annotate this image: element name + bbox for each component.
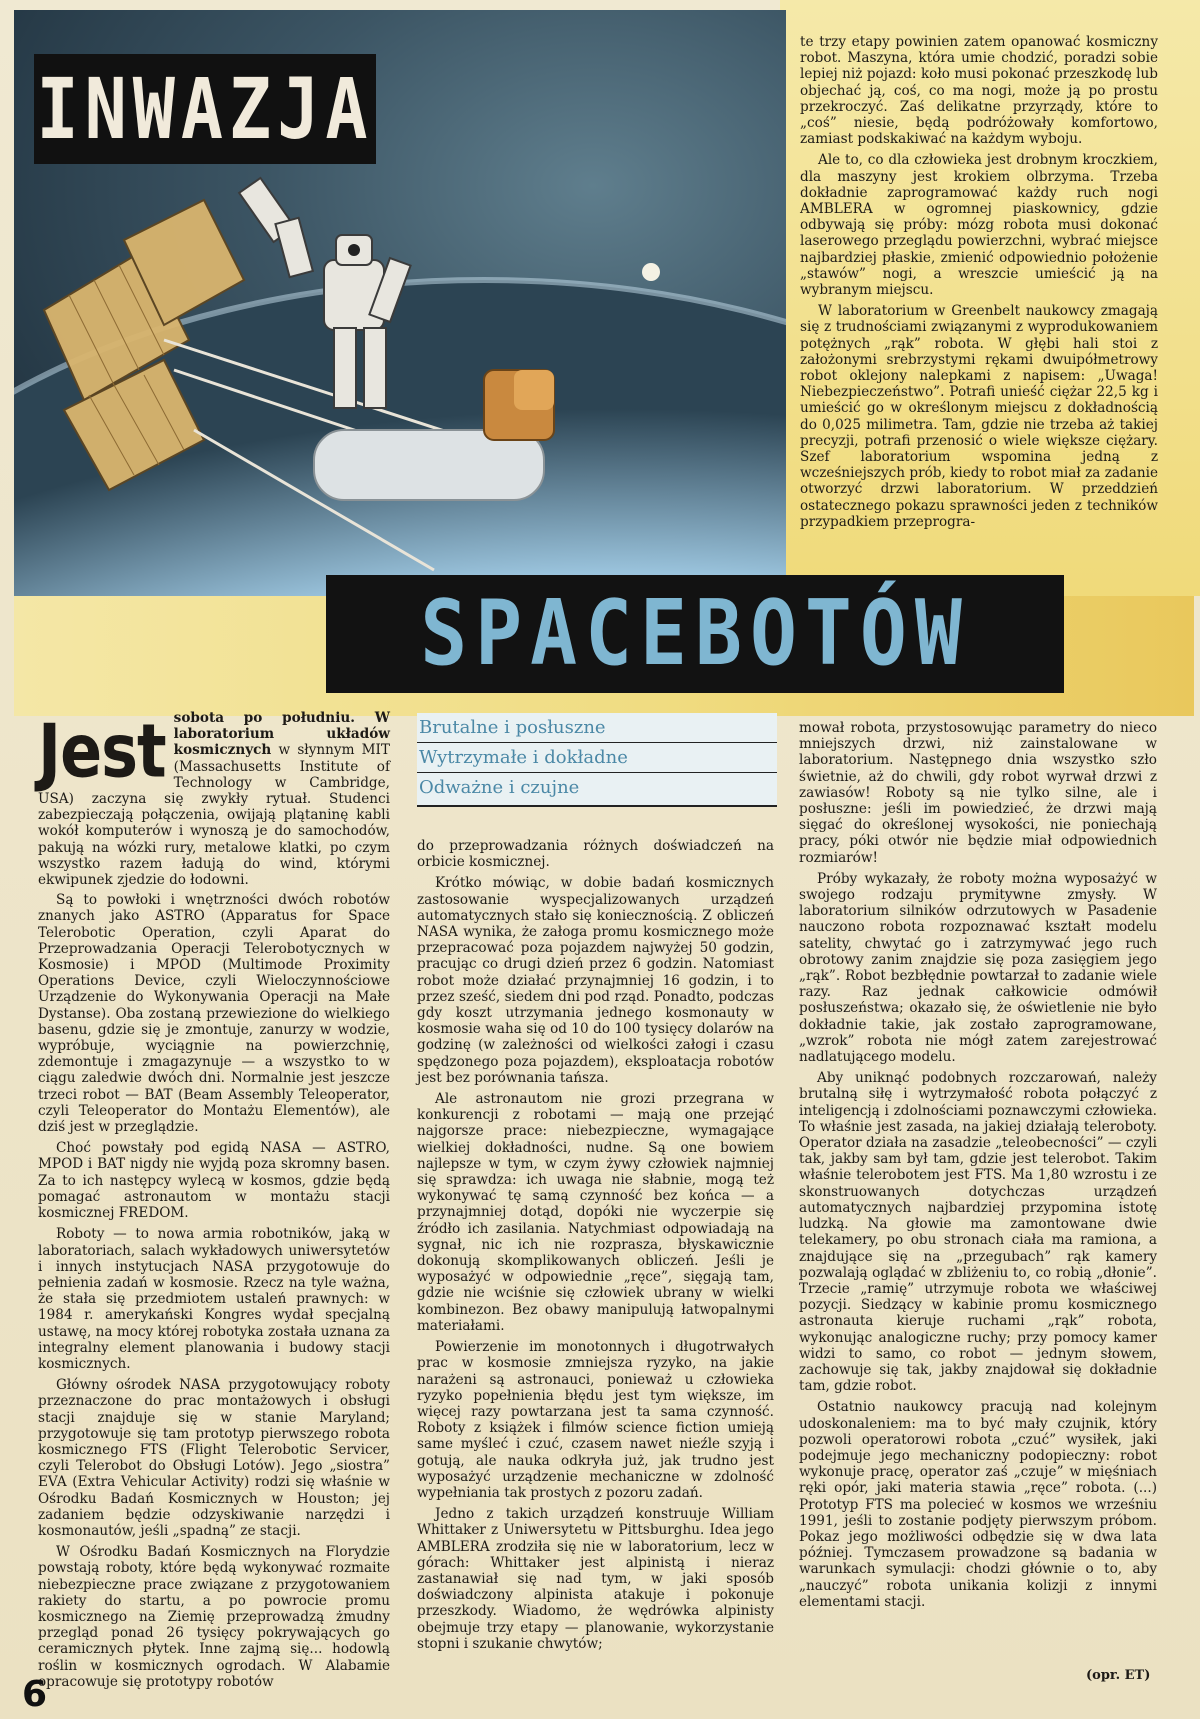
paragraph: Ale to, co dla człowieka jest drobnym kroczkiem, dla maszyny jest krokiem olbrzyma. Trzeba dokładnie zaprogramować każdy ruch nogi AMBLERA w ogromnej piaskownicy, gdzie odbywają się próby: mózg robota musi dokonać laserowego przeglądu powierzchni, wybrać miejsce najbardziej płaskie, zmienić odpowiednio położenie „stawów” nogi, a wreszcie umieścić ją na wybranym miejscu. <box>800 152 1158 299</box>
paragraph: Choć powstały pod egidą NASA — ASTRO, MPOD i BAT nigdy nie wyjdą poza skromny basen. Za to ich następcy wylecą w kosmos, gdzie będą pomagać astronautom w montażu stacji kosmicznej FREDOM. <box>38 1140 390 1222</box>
subheadings-box <box>417 713 777 807</box>
lead-bold-text: sobota po południu. W laboratorium układów kosmicznych <box>173 710 390 759</box>
subheading: Wytrzymałe i dokładne <box>417 743 777 773</box>
paragraph: te trzy etapy powinien zatem opanować kosmiczny robot. Maszyna, która umie chodzić, poradzi sobie lepiej niż pojazd: koło musi pokonać przeszkodę lub objechać ją, coś, co ma nogi, może ją po prostu przekroczyć. Zaś delikatne przyrządy, które to „coś” niesie, będą podróżowały komfortowo, zamiast podskakiwać na każdym wyboju. <box>800 34 1158 148</box>
top-right-column <box>800 34 1158 535</box>
paragraph: Główny ośrodek NASA przygotowujący roboty przeznaczone do prac montażowych i obsługi stacji znajduje się w stanie Maryland; przygotowuje się tam prototyp pierwszego robota kosmicznego FTS (Flight Telerobotic Servicer, czyli Telerobot do Obsługi Lotów). Jego „siostra” EVA (Extra Vehicular Activity) rodzi się właśnie w Ośrodku Badań Kosmicznych w Houston; jej zadaniem będzie odzyskiwanie narzędzi i kosmonautów, jeśli „spadną” ze stacji. <box>38 1377 390 1539</box>
paragraph: do przeprowadzania różnych doświadczeń na orbicie kosmicznej. <box>417 838 774 871</box>
subheading: Brutalne i posłuszne <box>417 713 777 743</box>
paragraph: Próby wykazały, że roboty można wyposażyć w swojego rodzaju prymitywne zmysły. W laboratorium silników odrzutowych w Pasadenie nauczono robota rozpoznawać kształt modelu satelity, chwytać go i zatrzymywać jego ruch obrotowy zanim znajdzie się poza zasięgiem jego „rąk”. Robot bezbłędnie powtarzał to zadanie wiele razy. Raz jednak całkowicie odmówił posłuszeństwa; okazało się, że oświetlenie nie było dokładnie takie, jak zostało zaprogramowane, „wzrok” robota nie mógł zatem zarejestrować nadlatującego modelu. <box>799 870 1157 1066</box>
column-2 <box>417 838 774 1657</box>
title-top-box <box>34 54 376 164</box>
paragraph: Roboty — to nowa armia robotników, jaką w laboratoriach, salach wykładowych uniwersytetów i innych instytucjach NASA przygotowuje do pełnienia zadań w kosmosie. Rzecz na tyle ważna, że stała się przedmiotem ustaleń prawnych: w 1984 r. amerykański Kongres wydał specjalną ustawę, na mocy której robotyka została uznana za integralny element planowania i budowy stacji kosmicznych. <box>38 1226 390 1372</box>
paragraph: Aby uniknąć podobnych rozczarowań, należy brutalną siłę i wytrzymałość robota połączyć z inteligencją i zdolnościami poznawczymi człowieka. To właśnie jest zasada, na jakiej działają teleroboty. Operator działa na zasadzie „teleobecności” — czyli tak, jakby sam był tam, gdzie jest telerobot. Takim właśnie telerobotem jest FTS. Ma 1,80 wzrostu i ze skonstruowanych dotychczas urządzeń automatycznych najbardziej przypomina istotę ludzką. Na głowie ma zamontowane dwie telekamery, po obu stronach ciała ma ramiona, a znajdujące się na „przegubach” rąk kamery pozwalają oglądać w zbliżeniu to, co robią „dłonie”. Trzecie „ramię” utrzymuje robota we właściwej pozycji. Siedzący w kabinie promu kosmicznego astronauta kieruje ruchami „rąk” robota, wykonując analogiczne ruchy; przy pomocy kamer widzi to samo, co robot — jednym słowem, zachowuje się tak, jakby znajdował się dokładnie tam, gdzie robot. <box>799 1070 1157 1395</box>
lead-text: w słynnym MIT (Massachusetts Institute of Technology w Cambridge, USA) zaczyna się zwykły rytuał. Studenci zabezpieczają połączenia, owijają plątaninę kabli wokół komputerów i wynoszą je do samochodów, pakują na wózki rury, metalowe klatki, po czym wszystko razem ładują do wind, którymi ekwipunek zjedzie do łodowni. <box>38 742 390 889</box>
author-credit: (opr. ET) <box>1086 1668 1151 1683</box>
column-3 <box>799 720 1157 1615</box>
paragraph: Krótko mówiąc, w dobie badań kosmicznych zastosowanie wyspecjalizowanych urządzeń automatycznych stało się koniecznością. Z obliczeń NASA wynika, że załoga promu kosmicznego może przepracować poza pojazdem najwyżej 50 godzin, pracując co drugi dzień przez 6 godzin. Natomiast robot może działać przynajmniej 16 godzin, i to przez sześć, siedem dni pod rząd. Ponadto, podczas gdy koszt utrzymania jednego kosmonauty w kosmosie waha się od 10 do 100 tysięcy dolarów na godzinę (w zależności od wielkości załogi i czasu spędzonego poza pojazdem), eksploatacja robotów jest bez porównania tańsza. <box>417 875 774 1086</box>
paragraph: Są to powłoki i wnętrzności dwóch robotów znanych jako ASTRO (Apparatus for Space Telerobotic Operation, czyli Aparat do Przeprowadzania Operacji Telerobotycznych w Kosmosie) i MPOD (Multimode Proximity Operations Device, czyli Wieloczynnościowe Urządzenie do Wykonywania Operacji na Małe Dystanse). Oba zostaną przewiezione do wielkiego basenu, gdzie się je zmontuje, zanurzy w wodzie, wypróbuje, wyciągnie na powierzchnię, zdemontuje i zmagazynuje — a wszystko to w ciągu zaledwie dwóch dni. Normalnie jest jeszcze trzeci robot — BAT (Beam Assembly Teleoperator, czyli Teleoperator do Montażu Elementów), ale dziś jest w przeglądzie. <box>38 892 390 1136</box>
title-top: INWAZJA <box>36 59 374 159</box>
paragraph: W Ośrodku Badań Kosmicznych na Florydzie powstają roboty, które będą wykonywać rozmaite niebezpieczne prace związane z przygotowaniem rakiety do startu, a po powrocie promu kosmicznego na Ziemię przeprowadzą żmudny przegląd ponad 26 tysięcy pokrywających go ceramicznych płytek. Inne zajmą się... hodowlą roślin w kosmicznych ogrodach. W Alabamie opracowuje się prototypy robotów <box>38 1544 390 1690</box>
paragraph: W laboratorium w Greenbelt naukowcy zmagają się z trudnościami związanymi z wyprodukowaniem potężnych „rąk” robota. W głębi hali stoi z założonymi srebrzystymi rękami dwuipółmetrowy robot oklejony nalepkami z napisem: „Uwaga! Niebezpieczeństwo”. Potrafi unieść ciężar 22,5 kg i umieścić go w określonym miejscu z dokładnością do 0,025 milimetra. Tam, gdzie nie trzeba aż takiej precyzji, potrafi przenosić o wiele większe ciężary. Szef laboratorium wspomina jedną z wcześniejszych prób, kiedy to robot miał za zadanie otworzyć drzwi laboratorium. W przeddzień ostatecznego pokazu sprawności jeden z techników przypadkiem przeprogra- <box>800 303 1158 530</box>
title-bottom: SPACEBOTÓW <box>420 582 970 686</box>
title-bottom-box <box>326 575 1064 693</box>
paragraph: Ale astronautom nie grozi przegrana w konkurencji z robotami — mają one przejąć najgorsze prace: niebezpieczne, wymagające wielkiej dokładności, nudne. Są one bowiem najlepsze w tym, w czym żywy człowiek najmniej się sprawdza: ich uwaga nie słabnie, mogą też wykonywać tę samą czynność bez końca — a przynajmniej dotąd, dopóki nie wyczerpie się źródło ich zasilania. Natychmiast odpowiadają na sygnał, nic ich nie rozprasza, błyskawicznie dokonują skomplikowanych obliczeń. Jeśli je wyposażyć w odpowiednie „ręce”, sięgają tam, gdzie nie wciśnie się człowiek ubrany w wielki kombinezon. Bez obawy manipulują łatwopalnymi materiałami. <box>417 1091 774 1334</box>
dropcap-word: Jest <box>38 706 166 795</box>
lead-paragraph <box>38 706 390 889</box>
paragraph: Ostatnio naukowcy pracują nad kolejnym udoskonaleniem: ma to być mały czujnik, który pozwoli operatorowi robota „czuć” wysiłek, jaki podejmuje jego mechaniczny podopieczny: robot wykonuje pracę, operator zaś „czuje” w mięśniach ręki opór, jaki materia stawia „ręce” robota. (...) Prototyp FTS ma polecieć w kosmos we wrześniu 1991, jeśli to zostanie podjęty pierwszym próbom. Pokaz jego możliwości odbędzie się w dwa lata później. Tymczasem prowadzone są badania w warunkach symulacji: chodzi głównie o to, aby „nauczyć” robota unikania kolizji z innymi elementami stacji. <box>799 1399 1157 1610</box>
column-1 <box>38 706 390 1695</box>
paragraph: Jedno z takich urządzeń konstruuje William Whittaker z Uniwersytetu w Pittsburghu. Idea jego AMBLERA zrodziła się nie w laboratorium, lecz w górach: Whittaker jest alpinistą i nieraz zastanawiał się nad tym, w jaki sposób doświadczony alpinista atakuje i pokonuje przeszkody. Wiadomo, że wędrówka alpinisty obejmuje trzy etapy — planowanie, wykorzystanie stopni i szukanie chwytów; <box>417 1506 774 1652</box>
subheading: Odważne i czujne <box>419 777 580 798</box>
paragraph: mował robota, przystosowując parametry do nieco mniejszych drzwi, niż zainstalowane w laboratorium. Następnego dnia wszystko szło świetnie, aż do chwili, gdy robot wyrwał drzwi z zawiasów! Roboty są nie tylko silne, ale i posłuszne: jeśli im powiedzieć, że drzwi mają sięgać do określonej wysokości, nie poniechają pracy, póki otwór nie będzie miał odpowiednich rozmiarów! <box>799 720 1157 866</box>
page-number: 6 <box>22 1674 48 1715</box>
paragraph: Powierzenie im monotonnych i długotrwałych prac w kosmosie zmniejsza ryzyko, na jakie narażeni są astronauci, ponieważ u człowieka ryzyko popełnienia błędu jest tym większe, im więcej razy powtarzana jest ta sama czynność. Roboty z książek i filmów science fiction umieją same myśleć i czuć, czasem nawet nieźle szyją i gotują, ale nauka odkryła już, jak trudno jest wyposażyć urządzenie mechaniczne w zdolność wypełniania tak prostych z pozoru zadań. <box>417 1339 774 1501</box>
